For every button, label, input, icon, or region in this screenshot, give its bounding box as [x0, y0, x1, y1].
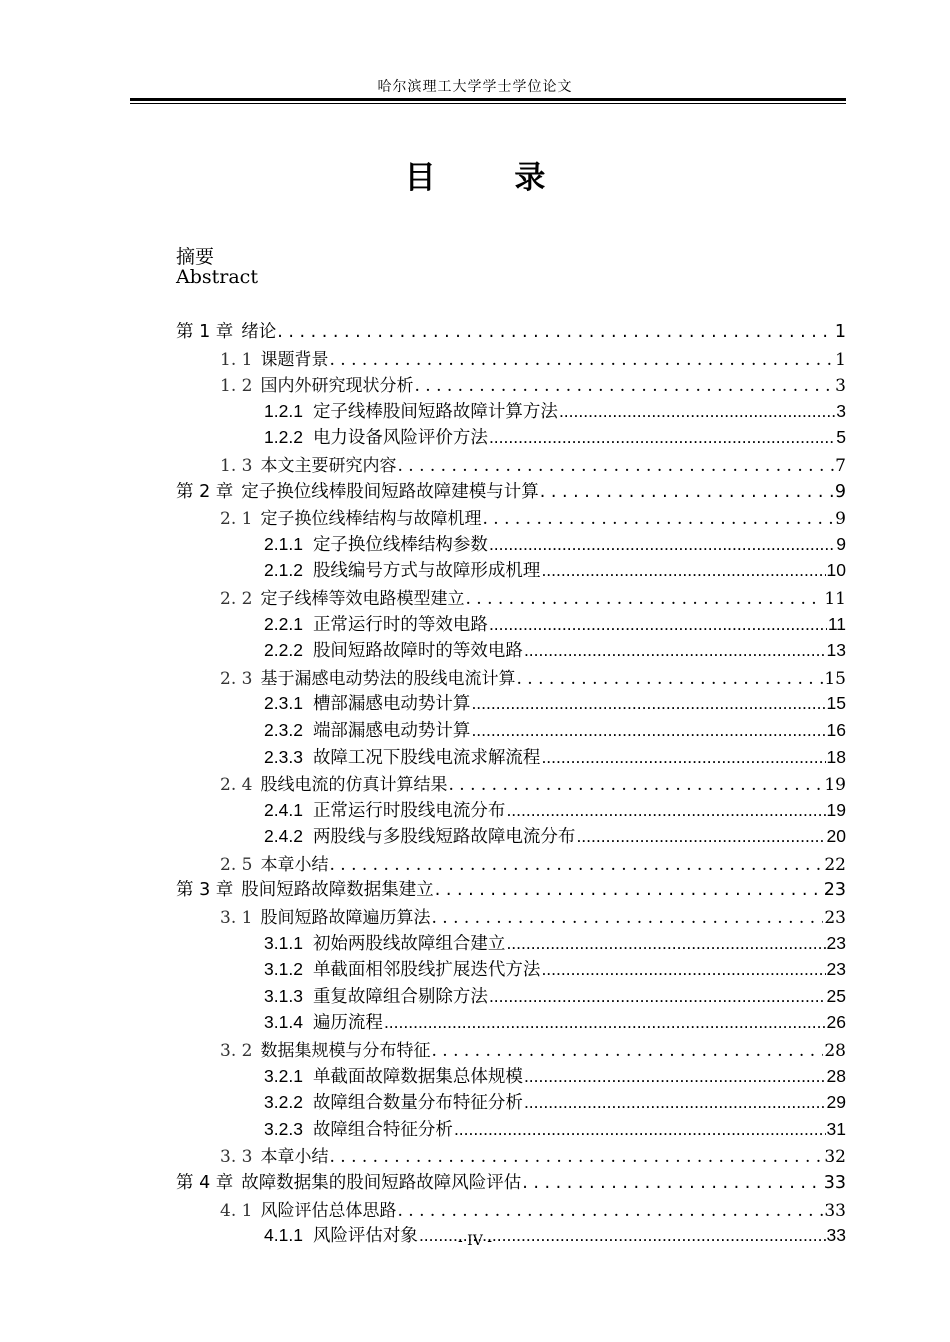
toc-entry-number: 2.4.2 — [264, 826, 303, 847]
toc-entry-label — [176, 478, 539, 503]
header-rule-thick — [130, 98, 846, 101]
toc-entry-title: 故障工况下股线电流求解流程 — [312, 746, 541, 767]
toc-dot-leader — [277, 322, 834, 342]
toc-dot-leader — [541, 560, 825, 581]
toc-page-number: 10 — [826, 560, 846, 581]
toc-entry-label — [264, 956, 540, 981]
toc-entry-number: 第 2 章 — [176, 481, 234, 502]
toc-entry-label — [264, 557, 540, 582]
toc-entry-number: 4.1.1 — [264, 1225, 303, 1246]
toc-entry-label — [220, 584, 464, 609]
toc-dot-leader — [541, 747, 825, 768]
toc-entry-number: 2. 3 — [220, 668, 253, 689]
toc-entry[interactable] — [176, 1036, 846, 1063]
toc-page-number: 28 — [824, 1041, 846, 1062]
toc-dot-leader — [397, 456, 834, 476]
toc-entry-label — [264, 1063, 523, 1088]
toc-entry-number: 4. 1 — [220, 1200, 253, 1221]
toc-entry-label — [264, 1116, 453, 1141]
toc-entry[interactable] — [176, 956, 846, 983]
toc-page-number: 19 — [826, 799, 846, 820]
toc-entry-number: 2.4.1 — [264, 799, 303, 820]
toc-page-number: 16 — [826, 719, 846, 740]
toc-entry[interactable] — [176, 717, 846, 744]
toc-entry[interactable] — [176, 637, 846, 664]
toc-dot-leader — [489, 534, 835, 555]
toc-dot-leader — [482, 509, 834, 529]
toc-dot-leader — [384, 1012, 826, 1033]
toc-page-number: 33 — [824, 1200, 846, 1221]
toc-dot-leader — [435, 880, 823, 900]
toc-dot-leader — [489, 427, 835, 448]
toc-page-number: 23 — [824, 908, 846, 929]
toc-entry[interactable] — [176, 531, 846, 558]
toc-page-number: 7 — [835, 455, 846, 476]
toc-entry-title: 股线电流的仿真计算结果 — [260, 775, 448, 796]
running-header: 哈尔滨理工大学学士学位论文 — [377, 79, 573, 95]
toc-entry-title: 绪论 — [241, 322, 277, 342]
toc-entry-title: 风险评估总体思路 — [260, 1200, 397, 1221]
toc-entry-title: 定子换位线棒股间短路故障建模与计算 — [241, 481, 539, 502]
toc-page-number: 13 — [826, 640, 846, 661]
toc-dot-leader — [431, 908, 823, 928]
toc-page-number: 20 — [826, 826, 846, 847]
toc-entry-label — [264, 398, 558, 423]
toc-page-number: 15 — [824, 668, 846, 689]
toc-entry-label — [220, 451, 396, 476]
toc-dot-leader — [489, 986, 826, 1007]
toc-page-number: 28 — [826, 1065, 846, 1086]
toc-entry-label — [264, 744, 540, 769]
toc-entry-label — [264, 1089, 523, 1114]
toc-entry-title: 国内外研究现状分析 — [260, 376, 414, 397]
toc-entry[interactable] — [176, 823, 846, 850]
toc-entry-label — [220, 1142, 328, 1167]
toc-entry-number: 2. 2 — [220, 588, 253, 609]
toc-entry[interactable] — [176, 557, 846, 584]
toc-entry[interactable] — [176, 1089, 846, 1116]
toc-entry-label — [264, 797, 505, 822]
toc-page-number: 23 — [823, 880, 846, 901]
page-title: 目 录 — [404, 160, 580, 196]
toc-entry-title: 课题背景 — [260, 349, 329, 370]
toc-page-number: 22 — [824, 854, 846, 875]
toc-entry-title: 本文主要研究内容 — [260, 455, 397, 476]
toc-dot-leader — [506, 800, 825, 821]
toc-entry-label — [176, 1169, 521, 1194]
toc-entry[interactable] — [176, 611, 846, 638]
toc-dot-leader — [431, 1041, 823, 1061]
toc-page-number: 11 — [824, 588, 846, 609]
toc-entry[interactable] — [176, 797, 846, 824]
toc-entry[interactable] — [176, 371, 846, 398]
toc-dot-leader — [471, 720, 825, 741]
toc-dot-leader — [576, 826, 825, 847]
toc-entry-number: 3. 2 — [220, 1041, 253, 1062]
toc-entry-label — [264, 930, 505, 955]
toc-entry-number: 2.3.2 — [264, 719, 303, 740]
toc-entry-label — [220, 850, 328, 875]
toc-entry-title: 定子换位线棒结构参数 — [312, 533, 488, 554]
toc-entry-number: 3. 3 — [220, 1147, 253, 1168]
toc-entry[interactable] — [176, 318, 846, 345]
toc-entry-number: 1.2.1 — [264, 400, 303, 421]
toc-entry-title: 股间短路故障数据集建立 — [241, 880, 434, 901]
toc-entry-label — [220, 1036, 430, 1061]
toc-dot-leader — [329, 350, 834, 370]
toc-entry-title: 重复故障组合剔除方法 — [312, 985, 488, 1006]
toc-entry-label — [264, 424, 488, 449]
toc-entry-number: 3.1.4 — [264, 1012, 303, 1033]
page-number-footer: - IV - — [457, 1233, 492, 1249]
toc-dot-leader — [540, 482, 834, 502]
toc-entry-title: 正常运行时的等效电路 — [312, 613, 488, 634]
toc-page-number: 23 — [826, 959, 846, 980]
toc-entry-number: 2.1.2 — [264, 560, 303, 581]
toc-entry-title: 故障数据集的股间短路故障风险评估 — [241, 1173, 522, 1193]
toc-entry[interactable] — [176, 1116, 846, 1143]
toc-entry-number: 2. 1 — [220, 509, 253, 530]
toc-dot-leader — [524, 640, 826, 661]
toc-page-number: 9 — [836, 533, 846, 554]
toc-entry-number: 3.2.3 — [264, 1118, 303, 1139]
toc-dot-leader — [454, 1119, 826, 1140]
toc-dot-leader — [524, 1066, 826, 1087]
toc-page-number: 15 — [826, 693, 846, 714]
toc-entry-title: 定子线棒股间短路故障计算方法 — [312, 400, 558, 421]
front-matter-abstract-en[interactable]: Abstract — [176, 266, 258, 288]
toc-dot-leader — [471, 693, 825, 714]
toc-dot-leader — [524, 1092, 826, 1113]
toc-page-number: 1 — [834, 322, 846, 342]
toc-entry-label — [264, 1009, 383, 1034]
toc-entry-number: 2.2.2 — [264, 640, 303, 661]
toc-entry[interactable] — [176, 983, 846, 1010]
toc-page-number: 25 — [826, 985, 846, 1006]
toc-page-number: 1 — [835, 349, 846, 370]
toc-page-number: 23 — [826, 932, 846, 953]
toc-entry[interactable] — [176, 770, 846, 797]
toc-entry-number: 3.1.2 — [264, 959, 303, 980]
toc-entry-title: 遍历流程 — [312, 1012, 383, 1033]
toc-entry-number: 第 4 章 — [176, 1173, 234, 1193]
toc-dot-leader — [397, 1201, 823, 1221]
toc-entry-label — [264, 983, 488, 1008]
toc-entry-title: 基于漏感电动势法的股线电流计算 — [260, 668, 516, 689]
toc-dot-leader — [559, 401, 835, 422]
toc-entry-title: 单截面故障数据集总体规模 — [312, 1065, 523, 1086]
toc-entry-number: 3.1.1 — [264, 932, 303, 953]
toc-entry[interactable] — [176, 504, 846, 531]
toc-entry-label — [264, 690, 470, 715]
toc-entry-title: 槽部漏感电动势计算 — [312, 693, 471, 714]
toc-dot-leader — [516, 669, 823, 689]
toc-entry[interactable] — [176, 930, 846, 957]
toc-entry-label — [264, 531, 488, 556]
toc-entry-title: 电力设备风险评价方法 — [312, 427, 488, 448]
toc-entry-title: 数据集规模与分布特征 — [260, 1041, 431, 1062]
toc-dot-leader — [465, 589, 823, 609]
toc-dot-leader — [489, 614, 827, 635]
toc-entry[interactable] — [176, 903, 846, 930]
toc-entry-title: 两股线与多股线短路故障电流分布 — [312, 826, 576, 847]
toc-entry-title: 股间短路故障遍历算法 — [260, 908, 431, 929]
toc-entry[interactable] — [176, 1009, 846, 1036]
toc-entry-number: 2.3.1 — [264, 693, 303, 714]
toc-entry[interactable] — [176, 876, 846, 903]
toc-entry-number: 3.1.3 — [264, 985, 303, 1006]
toc-dot-leader — [522, 1173, 822, 1193]
toc-dot-leader — [541, 959, 825, 980]
toc-entry-number: 1.2.2 — [264, 427, 303, 448]
toc-page-number: 26 — [826, 1012, 846, 1033]
toc-page-number: 18 — [826, 746, 846, 767]
toc-entry-label — [220, 371, 413, 396]
toc-entry-label — [176, 318, 276, 343]
toc-page-number: 32 — [824, 1147, 846, 1168]
toc-entry-title: 单截面相邻股线扩展迭代方法 — [312, 959, 541, 980]
toc-entry-label — [220, 903, 430, 928]
front-matter-abstract-cn[interactable]: 摘要 — [176, 246, 215, 268]
toc-page-number: 9 — [834, 481, 846, 502]
toc-entry[interactable] — [176, 744, 846, 771]
toc-dot-leader — [506, 933, 825, 954]
toc-entry-title: 初始两股线故障组合建立 — [312, 932, 506, 953]
toc-entry-number: 3.2.2 — [264, 1092, 303, 1113]
toc-entry[interactable] — [176, 478, 846, 505]
toc-entry[interactable] — [176, 424, 846, 451]
toc-entry-title: 本章小结 — [260, 1147, 329, 1168]
toc-entry[interactable] — [176, 398, 846, 425]
toc-entry-number: 2.2.1 — [264, 613, 303, 634]
toc-dot-leader — [329, 1147, 823, 1167]
toc-page-number: 33 — [823, 1173, 846, 1193]
toc-entry-number: 2.3.3 — [264, 746, 303, 767]
toc-entry-number: 2. 4 — [220, 775, 253, 796]
toc-entry-label — [220, 504, 481, 529]
toc-entry-title: 定子换位线棒结构与故障机理 — [260, 509, 482, 530]
toc-entry[interactable] — [176, 451, 846, 478]
toc-entry-title: 端部漏感电动势计算 — [312, 719, 471, 740]
toc-entry[interactable] — [176, 690, 846, 717]
toc-entry[interactable] — [176, 345, 846, 372]
toc-entry-label — [264, 637, 523, 662]
toc-entry-title: 风险评估对象 — [312, 1225, 418, 1246]
toc-entry-number: 2.1.1 — [264, 533, 303, 554]
toc-entry-label — [176, 876, 434, 901]
toc-entry-label — [220, 345, 328, 370]
toc-entry[interactable] — [176, 1063, 846, 1090]
table-of-contents — [176, 318, 846, 1249]
toc-entry-number: 第 1 章 — [176, 322, 234, 342]
toc-page-number: 31 — [826, 1118, 846, 1139]
toc-entry-label — [220, 770, 447, 795]
toc-entry-title: 本章小结 — [260, 854, 329, 875]
toc-entry-label — [220, 664, 515, 689]
toc-entry[interactable] — [176, 584, 846, 611]
toc-entry[interactable] — [176, 1196, 846, 1223]
toc-dot-leader — [329, 855, 823, 875]
toc-page-number: 3 — [835, 376, 846, 397]
toc-dot-leader — [448, 775, 823, 795]
toc-page-number: 29 — [826, 1092, 846, 1113]
toc-entry[interactable] — [176, 1142, 846, 1169]
toc-entry-number: 2. 5 — [220, 854, 253, 875]
toc-page-number: 11 — [827, 613, 846, 634]
toc-dot-leader — [414, 376, 834, 396]
toc-entry-number: 3.2.1 — [264, 1065, 303, 1086]
header-rule-thin — [130, 103, 846, 104]
toc-entry-label — [264, 823, 575, 848]
toc-entry-number: 1. 1 — [220, 349, 253, 370]
toc-entry-number: 3. 1 — [220, 908, 253, 929]
toc-page-number: 3 — [836, 400, 846, 421]
toc-entry-title: 正常运行时股线电流分布 — [312, 799, 506, 820]
toc-entry[interactable] — [176, 1169, 846, 1196]
toc-page-number: 19 — [824, 775, 846, 796]
toc-entry-number: 第 3 章 — [176, 880, 234, 901]
toc-entry-number: 1. 2 — [220, 376, 253, 397]
toc-entry-label — [264, 717, 470, 742]
toc-page-number: 9 — [835, 509, 846, 530]
toc-entry-title: 股线编号方式与故障形成机理 — [312, 560, 541, 581]
toc-entry-number: 1. 3 — [220, 455, 253, 476]
toc-entry[interactable] — [176, 850, 846, 877]
toc-entry[interactable] — [176, 664, 846, 691]
toc-entry-title: 故障组合特征分析 — [312, 1118, 453, 1139]
toc-entry-label — [220, 1196, 396, 1221]
toc-entry-title: 定子线棒等效电路模型建立 — [260, 588, 465, 609]
toc-entry-label — [264, 611, 488, 636]
toc-page-number: 33 — [826, 1225, 846, 1246]
toc-page-number: 5 — [836, 427, 846, 448]
toc-entry-title: 股间短路故障时的等效电路 — [312, 640, 523, 661]
toc-entry-title: 故障组合数量分布特征分析 — [312, 1092, 523, 1113]
